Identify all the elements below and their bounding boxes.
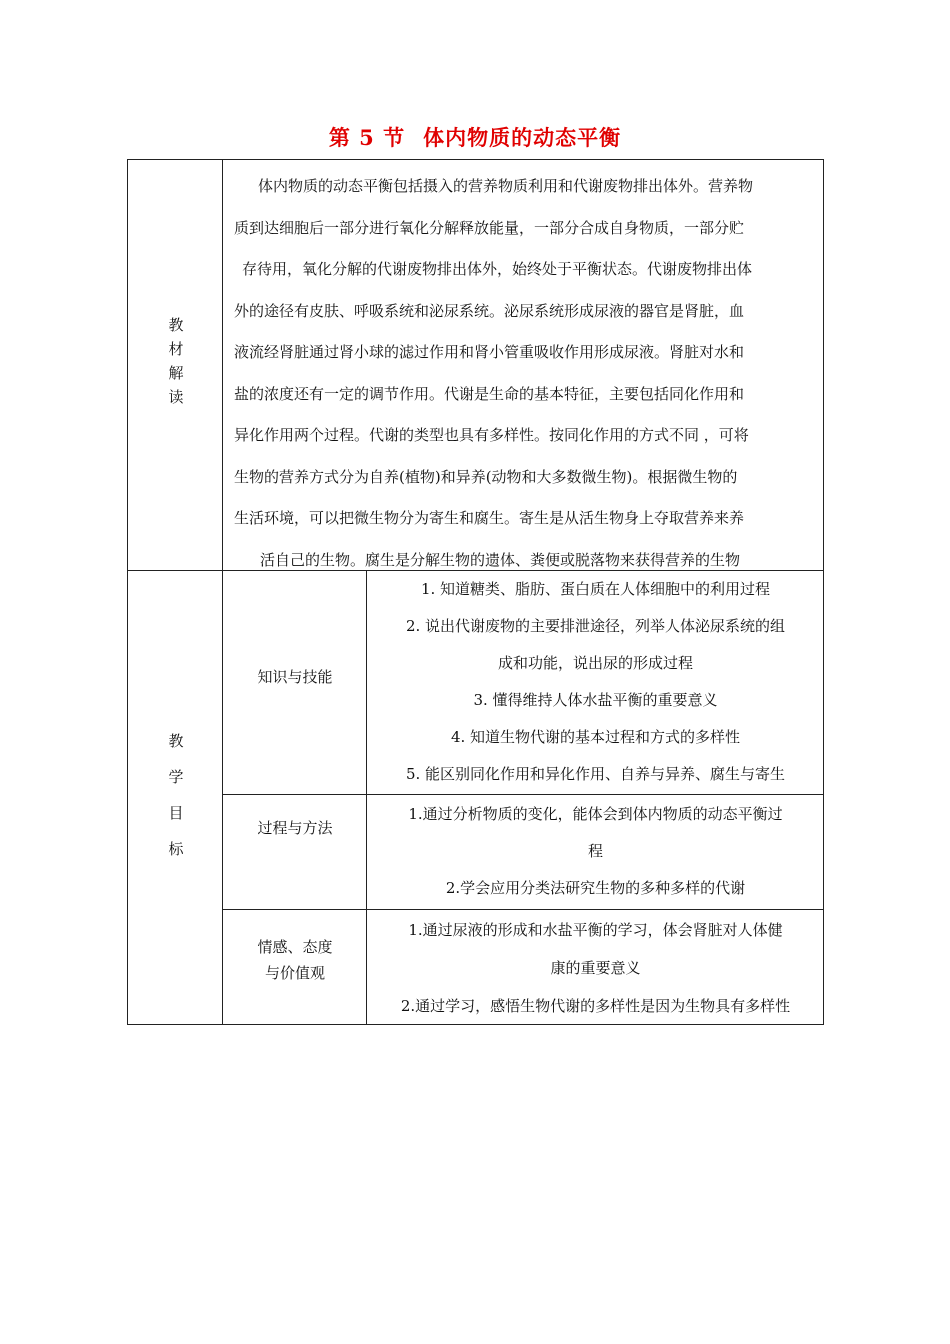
process-item: 程 [587,842,603,860]
objectives-label: 教 学 目 标 [168,732,184,858]
knowledge-items [368,571,823,793]
textbook-label: 教 材 解 读 [168,316,184,406]
knowledge-item: 4. 知道生物代谢的基本过程和方式的多样性 [450,728,741,746]
process-items [368,796,823,907]
emotion-item: 康的重要意义 [550,959,641,977]
knowledge-item: 3. 懂得维持人体水盐平衡的重要意义 [473,691,718,709]
paragraph-line: 盐的浓度还有一定的调节作用。代谢是生命的基本特征，主要包括同化作用和 [234,384,745,403]
emotion-label: 情感、态度 与价值观 [257,938,333,982]
section-number: 第 5 节 [328,125,406,150]
knowledge-item: 1. 知道糖类、脂肪、蛋白质在人体细胞中的利用过程 [420,580,771,598]
emotion-item: 2.通过学习，感悟生物代谢的多样性是因为生物具有多样性 [400,997,791,1015]
process-label: 过程与方法 [257,819,333,837]
process-item: 2.学会应用分类法研究生物的多种多样的代谢 [445,879,746,897]
textbook-paragraph [234,166,816,581]
knowledge-item: 5. 能区别同化作用和异化作用、自养与异养、腐生与寄生 [405,765,786,783]
paragraph-line: 异化作用两个过程。代谢的类型也具有多样性。按同化作用的方式不同 ，可将 [234,426,749,444]
knowledge-item: 成和功能，说出尿的形成过程 [497,654,693,672]
emotion-item: 1.通过尿液的形成和水盐平衡的学习，体会肾脏对人体健 [408,921,783,939]
page-title [0,122,950,152]
process-item: 1.通过分析物质的变化，能体会到体内物质的动态平衡过 [408,805,783,823]
paragraph-line: 生活环境，可以把微生物分为寄生和腐生。寄生是从活生物身上夺取营养来养 [234,509,745,527]
paragraph-line: 存待用，氧化分解的代谢废物排出体外，始终处于平衡状态。代谢废物排出体 [242,260,753,278]
knowledge-label: 知识与技能 [257,668,333,686]
row-divider [222,794,823,795]
paragraph-line: 体内物质的动态平衡包括摄入的营养物质利用和代谢废物排出体外。营养物 [258,177,754,195]
column-divider [222,160,223,1024]
knowledge-item: 2. 说出代谢废物的主要排泄途径，列举人体泌尿系统的组 [405,617,786,635]
paragraph-line: 液流经肾脏通过肾小球的滤过作用和肾小管重吸收作用形成尿液。肾脏对水和 [234,343,745,361]
emotion-items [368,911,823,1025]
paragraph-line: 活自己的生物。腐生是分解生物的遗体、粪便或脱落物来获得营养的生物 [260,550,741,569]
paragraph-line: 外的途径有皮肤、呼吸系统和泌尿系统。泌尿系统形成尿液的器官是肾脏，血 [234,301,745,320]
paragraph-line: 生物的营养方式分为自养(植物)和异养(动物和大多数微生物)。根据微生物的 [234,467,738,486]
paragraph-line: 质到达细胞后一部分进行氧化分解释放能量，一部分合成自身物质，一部分贮 [234,218,745,237]
row-divider [222,909,823,910]
section-topic: 体内物质的动态平衡 [423,125,622,150]
lesson-table [127,159,824,1025]
